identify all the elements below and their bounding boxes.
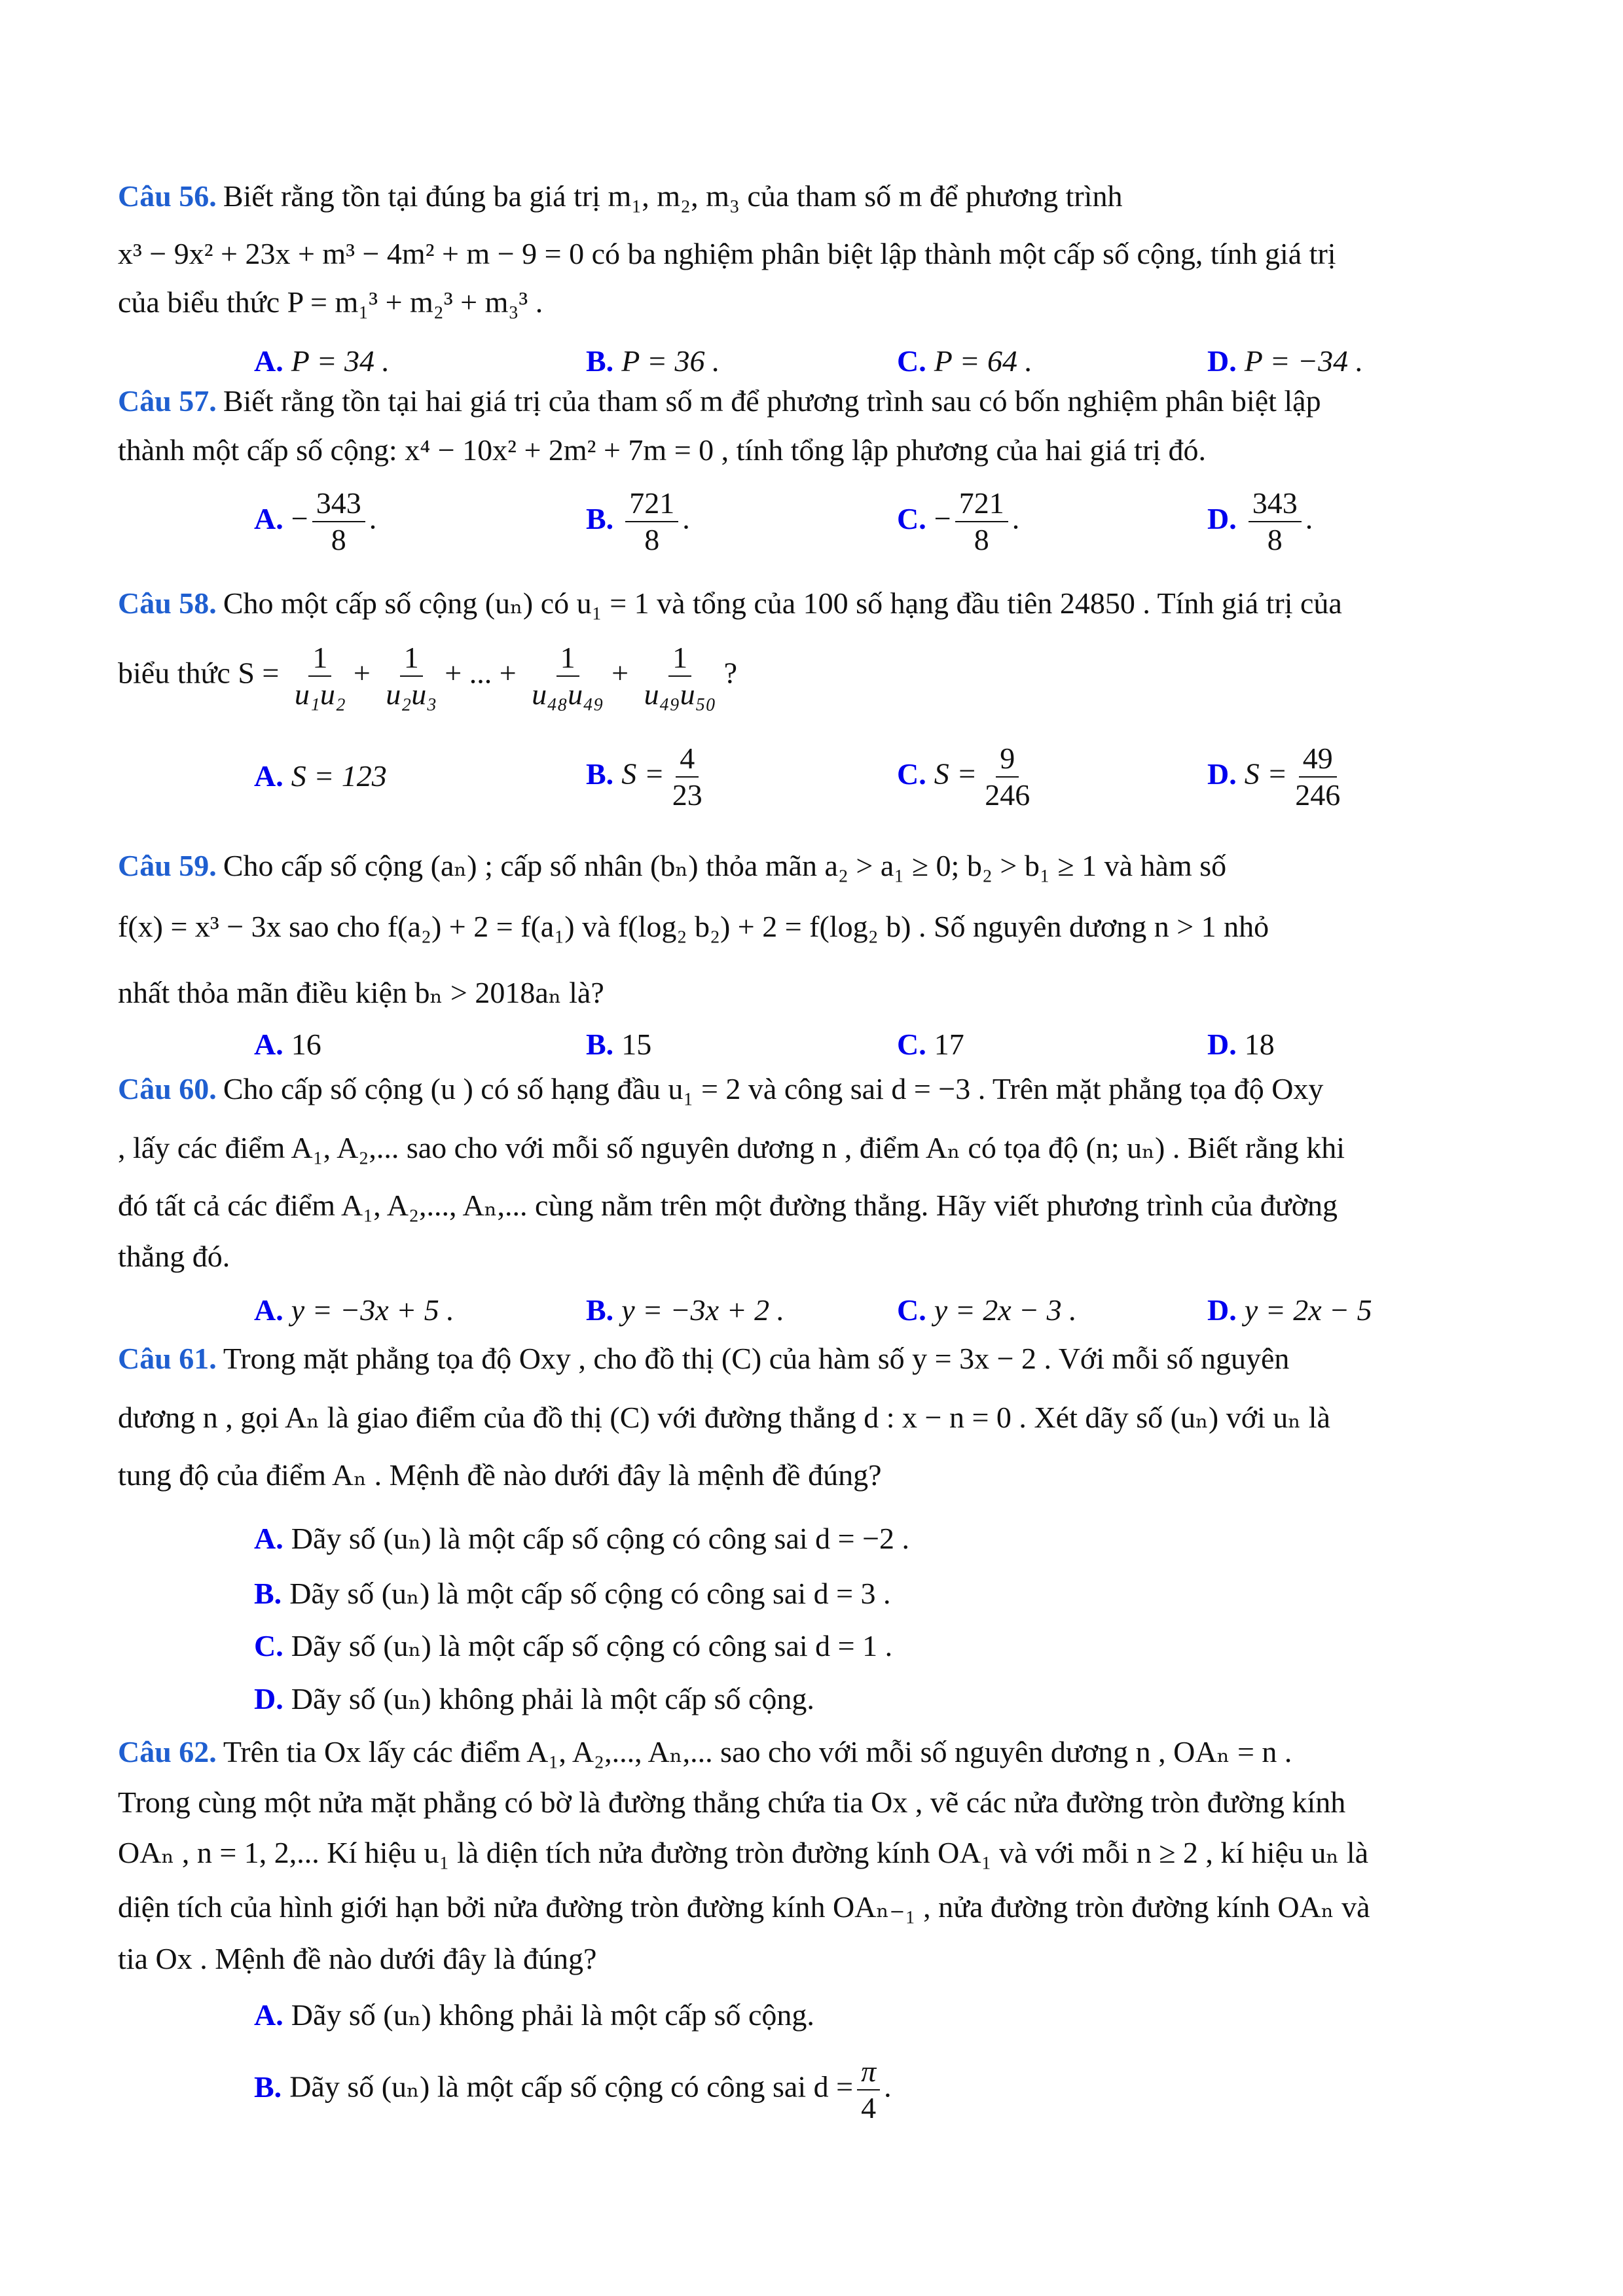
option-letter: D. — [1207, 344, 1237, 378]
fraction — [312, 486, 365, 558]
option-letter: D. — [1207, 1293, 1237, 1327]
option-letter: C. — [897, 1028, 926, 1061]
q61-option-a — [254, 1520, 909, 1557]
option-letter: C. — [897, 1293, 926, 1327]
q59-line-3: nhất thỏa mãn điều kiện bₙ > 2018aₙ là? — [118, 976, 604, 1009]
q59-option-c — [897, 1026, 964, 1063]
fraction — [955, 486, 1008, 558]
numerator: 343 — [1249, 486, 1302, 522]
question-label: Câu 62. — [118, 1735, 217, 1768]
period: . — [1012, 501, 1020, 535]
q60-line-2: , lấy các điểm A₁, A₂,... sao cho với mỗi số nguyên dương n , điểm Aₙ có tọa độ (n; uₙ) . Biết rằng khi — [118, 1131, 1345, 1164]
q60-option-a — [254, 1292, 454, 1329]
option-letter: A. — [254, 1522, 283, 1555]
option-text: y = 2x − 3 . — [934, 1293, 1077, 1327]
q60-option-b — [586, 1292, 784, 1329]
denominator: 246 — [1295, 778, 1341, 812]
option-text: S = — [1244, 757, 1288, 791]
fraction — [382, 640, 441, 712]
numerator: 49 — [1299, 741, 1337, 778]
sign: − — [934, 501, 951, 535]
q57-line-2: thành một cấp số cộng: x⁴ − 10x² + 2m² + 7m = 0 , tính tổng lập phương của hai giá trị đó. — [118, 433, 1207, 467]
option-text: Dãy số (uₙ) là một cấp số cộng có công sai d = 3 . — [289, 1577, 891, 1610]
q60-line-4: thẳng đó. — [118, 1240, 230, 1273]
numerator: 721 — [955, 486, 1008, 522]
option-text: P = −34 . — [1244, 344, 1364, 378]
denominator: 8 — [331, 523, 346, 556]
numerator: 343 — [312, 486, 365, 522]
q61-option-d — [254, 1681, 814, 1717]
q62-option-a — [254, 1997, 814, 2034]
option-letter: A. — [254, 759, 283, 793]
q62-option-b — [254, 2054, 892, 2126]
numerator: 1 — [556, 640, 579, 677]
q58-option-b — [586, 741, 710, 813]
option-text: y = −3x + 5 . — [291, 1293, 454, 1327]
option-letter: D. — [1207, 501, 1237, 535]
option-text: Dãy số (uₙ) không phải là một cấp số cộng. — [291, 1682, 814, 1715]
q60-line-1 — [118, 1071, 1323, 1107]
question-label: Câu 56. — [118, 179, 217, 213]
fraction — [625, 486, 678, 558]
option-letter: C. — [254, 1629, 283, 1662]
q62-line-2: Trong cùng một nửa mặt phẳng có bờ là đường thẳng chứa tia Ox , vẽ các nửa đường tròn đường kính — [118, 1785, 1346, 1819]
q61-line-2: dương n , gọi Aₙ là giao điểm của đồ thị (C) với đường thẳng d : x − n = 0 . Xét dãy số (uₙ) với uₙ là — [118, 1401, 1330, 1434]
option-text: y = −3x + 2 . — [621, 1293, 785, 1327]
question-text: Cho cấp số cộng (aₙ) ; cấp số nhân (bₙ) thỏa mãn a₂ > a₁ ≥ 0; b₂ > b₁ ≥ 1 và hàm số — [223, 849, 1227, 882]
option-text: 15 — [621, 1028, 652, 1061]
numerator: 9 — [996, 741, 1019, 778]
numerator: 1 — [400, 640, 423, 677]
plus: + — [353, 656, 371, 690]
denominator: 8 — [974, 523, 989, 556]
numerator: π — [857, 2054, 880, 2090]
q62-line-3: OAₙ , n = 1, 2,... Kí hiệu u₁ là diện tích nửa đường tròn đường kính OA₁ và với mỗi n ≥ 2 , kí hiệu uₙ là — [118, 1836, 1369, 1869]
option-letter: D. — [254, 1682, 283, 1715]
question-text: Cho một cấp số cộng (uₙ) có u₁ = 1 và tổng của 100 số hạng đầu tiên 24850 . Tính giá trị của — [223, 586, 1342, 620]
q56-line-2: x³ − 9x² + 23x + m³ − 4m² + m − 9 = 0 có ba nghiệm phân biệt lập thành một cấp số cộng, tính giá trị — [118, 237, 1336, 270]
numerator: 1 — [308, 640, 331, 677]
q61-option-c — [254, 1628, 892, 1664]
option-text: S = — [621, 757, 665, 791]
q58-option-c — [897, 741, 1038, 813]
option-text: 16 — [291, 1028, 321, 1061]
sign: − — [291, 501, 308, 535]
fraction — [291, 640, 350, 712]
plus: + — [611, 656, 629, 690]
expression-prefix: biểu thức S = — [118, 656, 280, 690]
period: . — [1305, 501, 1313, 535]
q60-option-c — [897, 1292, 1077, 1329]
question-label: Câu 59. — [118, 849, 217, 882]
denominator: 8 — [644, 523, 660, 556]
question-mark: ? — [723, 656, 737, 690]
q57-option-c — [897, 486, 1019, 558]
q59-line-1 — [118, 848, 1226, 884]
option-letter: C. — [897, 501, 926, 535]
fraction — [640, 640, 720, 712]
denominator: 4 — [861, 2091, 877, 2125]
numerator: 1 — [668, 640, 691, 677]
option-letter: B. — [254, 1577, 282, 1610]
option-text: P = 34 . — [291, 344, 390, 378]
option-letter: A. — [254, 501, 283, 535]
option-text: y = 2x − 5 — [1244, 1293, 1372, 1327]
option-text: Dãy số (uₙ) là một cấp số cộng có công sai d = — [289, 2070, 854, 2104]
q61-line-1 — [118, 1340, 1289, 1377]
option-letter: A. — [254, 1028, 283, 1061]
q59-option-a — [254, 1026, 321, 1063]
q57-option-b — [586, 486, 690, 558]
ellipsis: + ... + — [445, 656, 517, 690]
q61-option-b — [254, 1575, 891, 1612]
q58-line-2 — [118, 640, 737, 712]
option-letter: B. — [586, 344, 614, 378]
option-letter: B. — [586, 1293, 614, 1327]
option-text: 18 — [1244, 1028, 1275, 1061]
option-text: Dãy số (uₙ) không phải là một cấp số cộng. — [291, 1998, 814, 2032]
question-label: Câu 57. — [118, 384, 217, 418]
q58-line-1 — [118, 585, 1342, 622]
option-letter: B. — [254, 2070, 282, 2104]
fraction — [1249, 486, 1302, 558]
question-text: Cho cấp số cộng (u ) có số hạng đầu u₁ = 2 và công sai d = −3 . Trên mặt phẳng tọa độ Oxy — [223, 1072, 1324, 1105]
question-text: Trên tia Ox lấy các điểm A₁, A₂,..., Aₙ,... sao cho với mỗi số nguyên dương n , OAₙ = n . — [223, 1735, 1292, 1768]
option-letter: A. — [254, 1293, 283, 1327]
q56-option-b — [586, 343, 720, 380]
fraction — [981, 741, 1034, 813]
option-letter: A. — [254, 344, 283, 378]
question-text: Trong mặt phẳng tọa độ Oxy , cho đồ thị (C) của hàm số y = 3x − 2 . Với mỗi số nguyên — [223, 1342, 1290, 1375]
denominator: u₂u₃ — [386, 677, 437, 711]
option-text: Dãy số (uₙ) là một cấp số cộng có công sai d = −2 . — [291, 1522, 910, 1555]
option-letter: B. — [586, 1028, 614, 1061]
option-text: Dãy số (uₙ) là một cấp số cộng có công sai d = 1 . — [291, 1629, 893, 1662]
option-text: P = 36 . — [621, 344, 720, 378]
q62-line-5: tia Ox . Mệnh đề nào dưới đây là đúng? — [118, 1942, 597, 1975]
q59-option-d — [1207, 1026, 1275, 1063]
fraction — [668, 741, 706, 813]
option-letter: D. — [1207, 1028, 1237, 1061]
q56-line-3: của biểu thức P = m₁³ + m₂³ + m₃³ . — [118, 285, 543, 319]
q59-option-b — [586, 1026, 651, 1063]
question-label: Câu 61. — [118, 1342, 217, 1375]
option-letter: C. — [897, 757, 926, 791]
q57-line-1 — [118, 383, 1321, 420]
q56-line-1 — [118, 178, 1122, 215]
option-letter: D. — [1207, 757, 1237, 791]
q57-option-a — [254, 486, 376, 558]
fraction — [1291, 741, 1344, 813]
q58-option-a — [254, 758, 387, 795]
numerator: 721 — [625, 486, 678, 522]
denominator: 246 — [985, 778, 1030, 812]
denominator: 8 — [1267, 523, 1283, 556]
q62-line-4: diện tích của hình giới hạn bởi nửa đường tròn đường kính OAₙ₋₁ , nửa đường tròn đường kính OAₙ và — [118, 1890, 1370, 1924]
period: . — [682, 501, 690, 535]
option-letter: C. — [897, 344, 926, 378]
option-letter: B. — [586, 501, 614, 535]
q56-option-a — [254, 343, 390, 380]
q56-option-d — [1207, 343, 1363, 380]
q59-line-2: f(x) = x³ − 3x sao cho f(a₂) + 2 = f(a₁) và f(log₂ b₂) + 2 = f(log₂ b) . Số nguyên dương n > 1 nhỏ — [118, 910, 1269, 943]
denominator: u₄₉u₅₀ — [644, 677, 716, 711]
question-label: Câu 58. — [118, 586, 217, 620]
q60-line-3: đó tất cả các điểm A₁, A₂,..., Aₙ,... cùng nằm trên một đường thẳng. Hãy viết phương trình của đường — [118, 1189, 1338, 1222]
numerator: 4 — [676, 741, 699, 778]
fraction — [857, 2054, 880, 2126]
q61-line-3: tung độ của điểm Aₙ . Mệnh đề nào dưới đây là mệnh đề đúng? — [118, 1458, 882, 1492]
q57-option-d — [1207, 486, 1313, 558]
q62-line-1 — [118, 1734, 1292, 1770]
period: . — [369, 501, 377, 535]
q56-option-c — [897, 343, 1032, 380]
option-text: S = — [934, 757, 977, 791]
option-text: S = 123 — [291, 759, 387, 793]
q58-option-d — [1207, 741, 1348, 813]
option-letter: B. — [586, 757, 614, 791]
q60-option-d — [1207, 1292, 1372, 1329]
option-text: 17 — [934, 1028, 964, 1061]
denominator: u₄₈u₄₉ — [532, 677, 604, 711]
question-text: Biết rằng tồn tại đúng ba giá trị m₁, m₂, m₃ của tham số m để phương trình — [223, 179, 1123, 213]
option-text: P = 64 . — [934, 344, 1033, 378]
option-letter: A. — [254, 1998, 283, 2032]
denominator: 23 — [672, 778, 702, 812]
period: . — [884, 2070, 892, 2104]
denominator: u₁u₂ — [294, 677, 346, 711]
question-label: Câu 60. — [118, 1072, 217, 1105]
fraction — [528, 640, 608, 712]
question-text: Biết rằng tồn tại hai giá trị của tham số m để phương trình sau có bốn nghiệm phân biệt lập — [223, 384, 1321, 418]
